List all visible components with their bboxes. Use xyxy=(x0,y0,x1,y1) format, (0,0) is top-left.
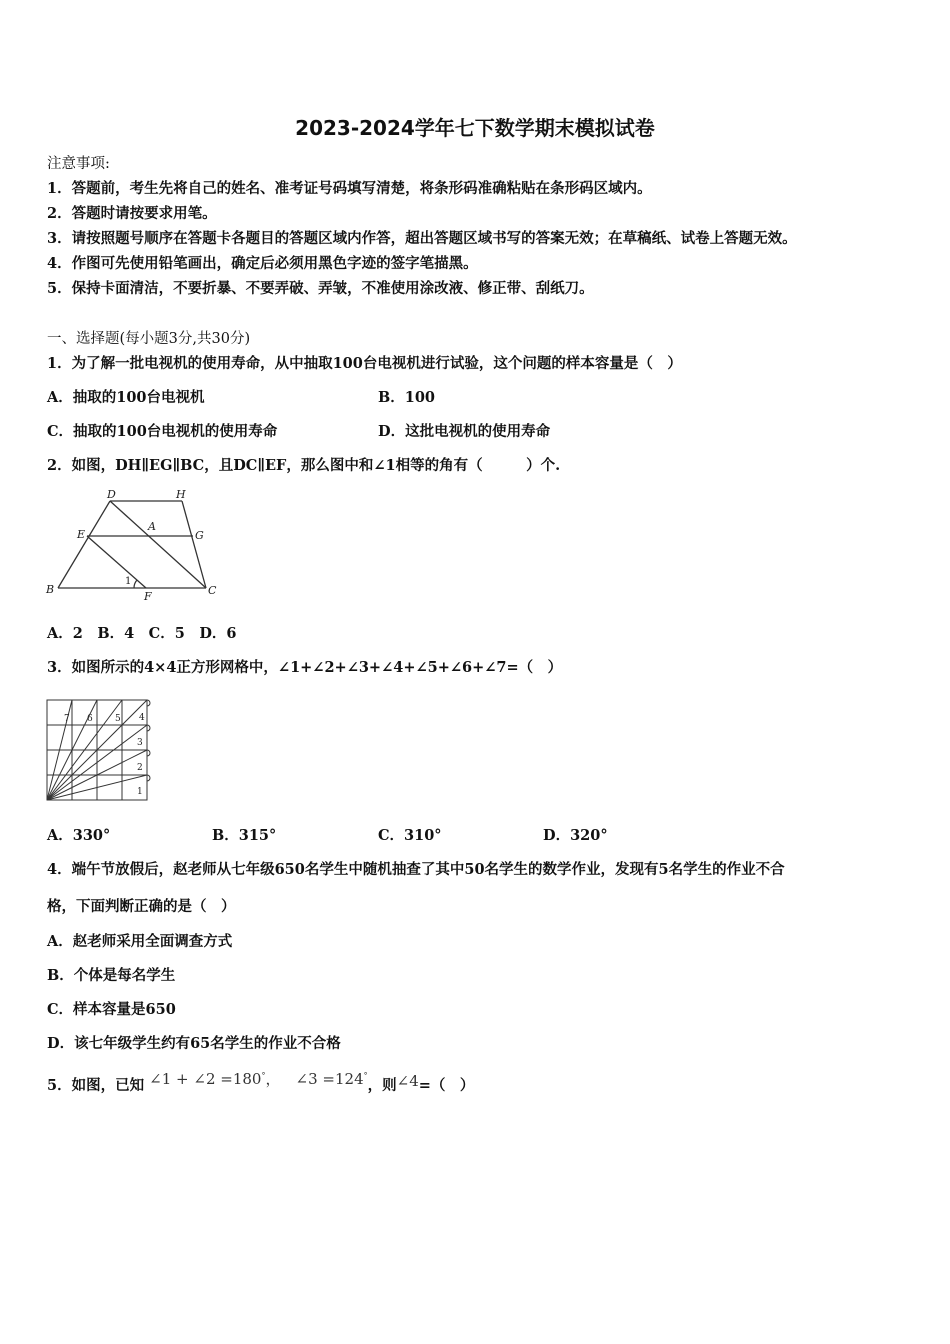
q5-expr-1: ∠1 + ∠2 =180 xyxy=(149,1070,262,1088)
q5-mid: ，则 xyxy=(367,1077,397,1094)
q3-option-a: A．330° xyxy=(47,827,111,844)
q4-option-a: A．赵老师采用全面调查方式 xyxy=(47,933,233,950)
grid-label-4: 4 xyxy=(139,713,145,723)
notice-item-5: 5．保持卡面清洁，不要折暴、不要弄破、弄皱，不准使用涂改液、修正带、刮纸刀。 xyxy=(47,280,594,297)
label-b: B xyxy=(46,583,55,596)
q5-prefix: 5．如图，已知 xyxy=(47,1077,145,1094)
notice-item-2: 2．答题时请按要求用笔。 xyxy=(47,205,217,222)
notice-heading: 注意事项: xyxy=(47,156,110,172)
segment-hc xyxy=(182,501,206,588)
notice-item-3: 3．请按照题号顺序在答题卡各题目的答题区域内作答，超出答题区域书写的答案无效；在草稿纸、试卷上答题无效。 xyxy=(47,230,797,247)
q3-option-d: D．320° xyxy=(543,827,608,844)
q4-option-b: B．个体是每名学生 xyxy=(47,967,176,984)
label-f: F xyxy=(144,590,152,603)
q3-option-c: C．310° xyxy=(378,827,442,844)
q1-stem: 1．为了解一批电视机的使用寿命，从中抽取100台电视机进行试验，这个问题的样本容量是（ ） xyxy=(47,355,682,372)
q5-expr-3: ∠4 xyxy=(396,1072,419,1090)
q3-stem: 3．如图所示的4×4正方形网格中，∠1+∠2+∠3+∠4+∠5+∠6+∠7=（ ） xyxy=(47,659,563,676)
angle-1-arc xyxy=(134,580,137,588)
q2-options: A．2 B．4 C．5 D．6 xyxy=(47,625,237,642)
grid-label-7: 7 xyxy=(64,714,70,724)
q5-expr-2: ∠3 =124 xyxy=(295,1070,364,1088)
q4-stem-line-2: 格，下面判断正确的是（ ） xyxy=(47,898,236,915)
section-heading: 一、选择题(每小题3分,共30分) xyxy=(47,331,251,347)
label-d: D xyxy=(107,488,116,501)
q2-stem: 2．如图，DH∥EG∥BC，且DC∥EF，那么图中和∠1相等的角有（ ）个. xyxy=(47,457,561,474)
q5-expr-angle-sum xyxy=(149,1070,265,1088)
grid-label-6: 6 xyxy=(87,714,93,724)
segment-dc xyxy=(110,501,206,588)
page-title: 2023-2024学年七下数学期末模拟试卷 xyxy=(295,116,655,140)
q4-stem-line-1: 4．端午节放假后，赵老师从七年级650名学生中随机抽查了其中50名学生的数学作业，发现有5名学生的作业不合 xyxy=(47,861,785,878)
label-c: C xyxy=(208,584,217,597)
segment-db xyxy=(58,501,110,588)
q3-option-b: B．315° xyxy=(212,827,277,844)
q1-option-d: D．这批电视机的使用寿命 xyxy=(378,423,551,440)
label-e: E xyxy=(77,528,86,541)
q4-option-d: D．该七年级学生约有65名学生的作业不合格 xyxy=(47,1035,341,1052)
grid-label-1: 1 xyxy=(137,787,143,797)
degree-mark: ° xyxy=(363,1071,368,1080)
label-h: H xyxy=(176,488,186,501)
label-g: G xyxy=(195,529,204,542)
label-angle-1: 1 xyxy=(125,576,132,587)
grid-label-5: 5 xyxy=(115,714,121,724)
q5-comma: ， xyxy=(265,1070,281,1088)
grid-label-3: 3 xyxy=(137,738,143,748)
q5-stem xyxy=(47,1070,475,1095)
notice-item-4: 4．作图可先使用铅笔画出，确定后必须用黑色字迹的签字笔描黑。 xyxy=(47,255,478,272)
q4-option-c: C．样本容量是650 xyxy=(47,1001,176,1018)
grid-label-2: 2 xyxy=(137,763,143,773)
q1-option-b: B．100 xyxy=(378,389,436,406)
q1-option-c: C．抽取的100台电视机的使用寿命 xyxy=(47,423,278,440)
q3-grid-figure xyxy=(45,698,151,802)
q5-suffix: =（ ） xyxy=(418,1077,475,1094)
q2-trapezoid-figure xyxy=(42,486,222,604)
notice-item-1: 1．答题前，考生先将自己的姓名、准考证号码填写清楚，将条形码准确粘贴在条形码区域内。 xyxy=(47,180,652,197)
degree-mark: ° xyxy=(261,1071,266,1080)
q1-option-a: A．抽取的100台电视机 xyxy=(47,389,205,406)
label-a: A xyxy=(148,520,156,533)
q5-expr-angle-3 xyxy=(296,1070,368,1088)
